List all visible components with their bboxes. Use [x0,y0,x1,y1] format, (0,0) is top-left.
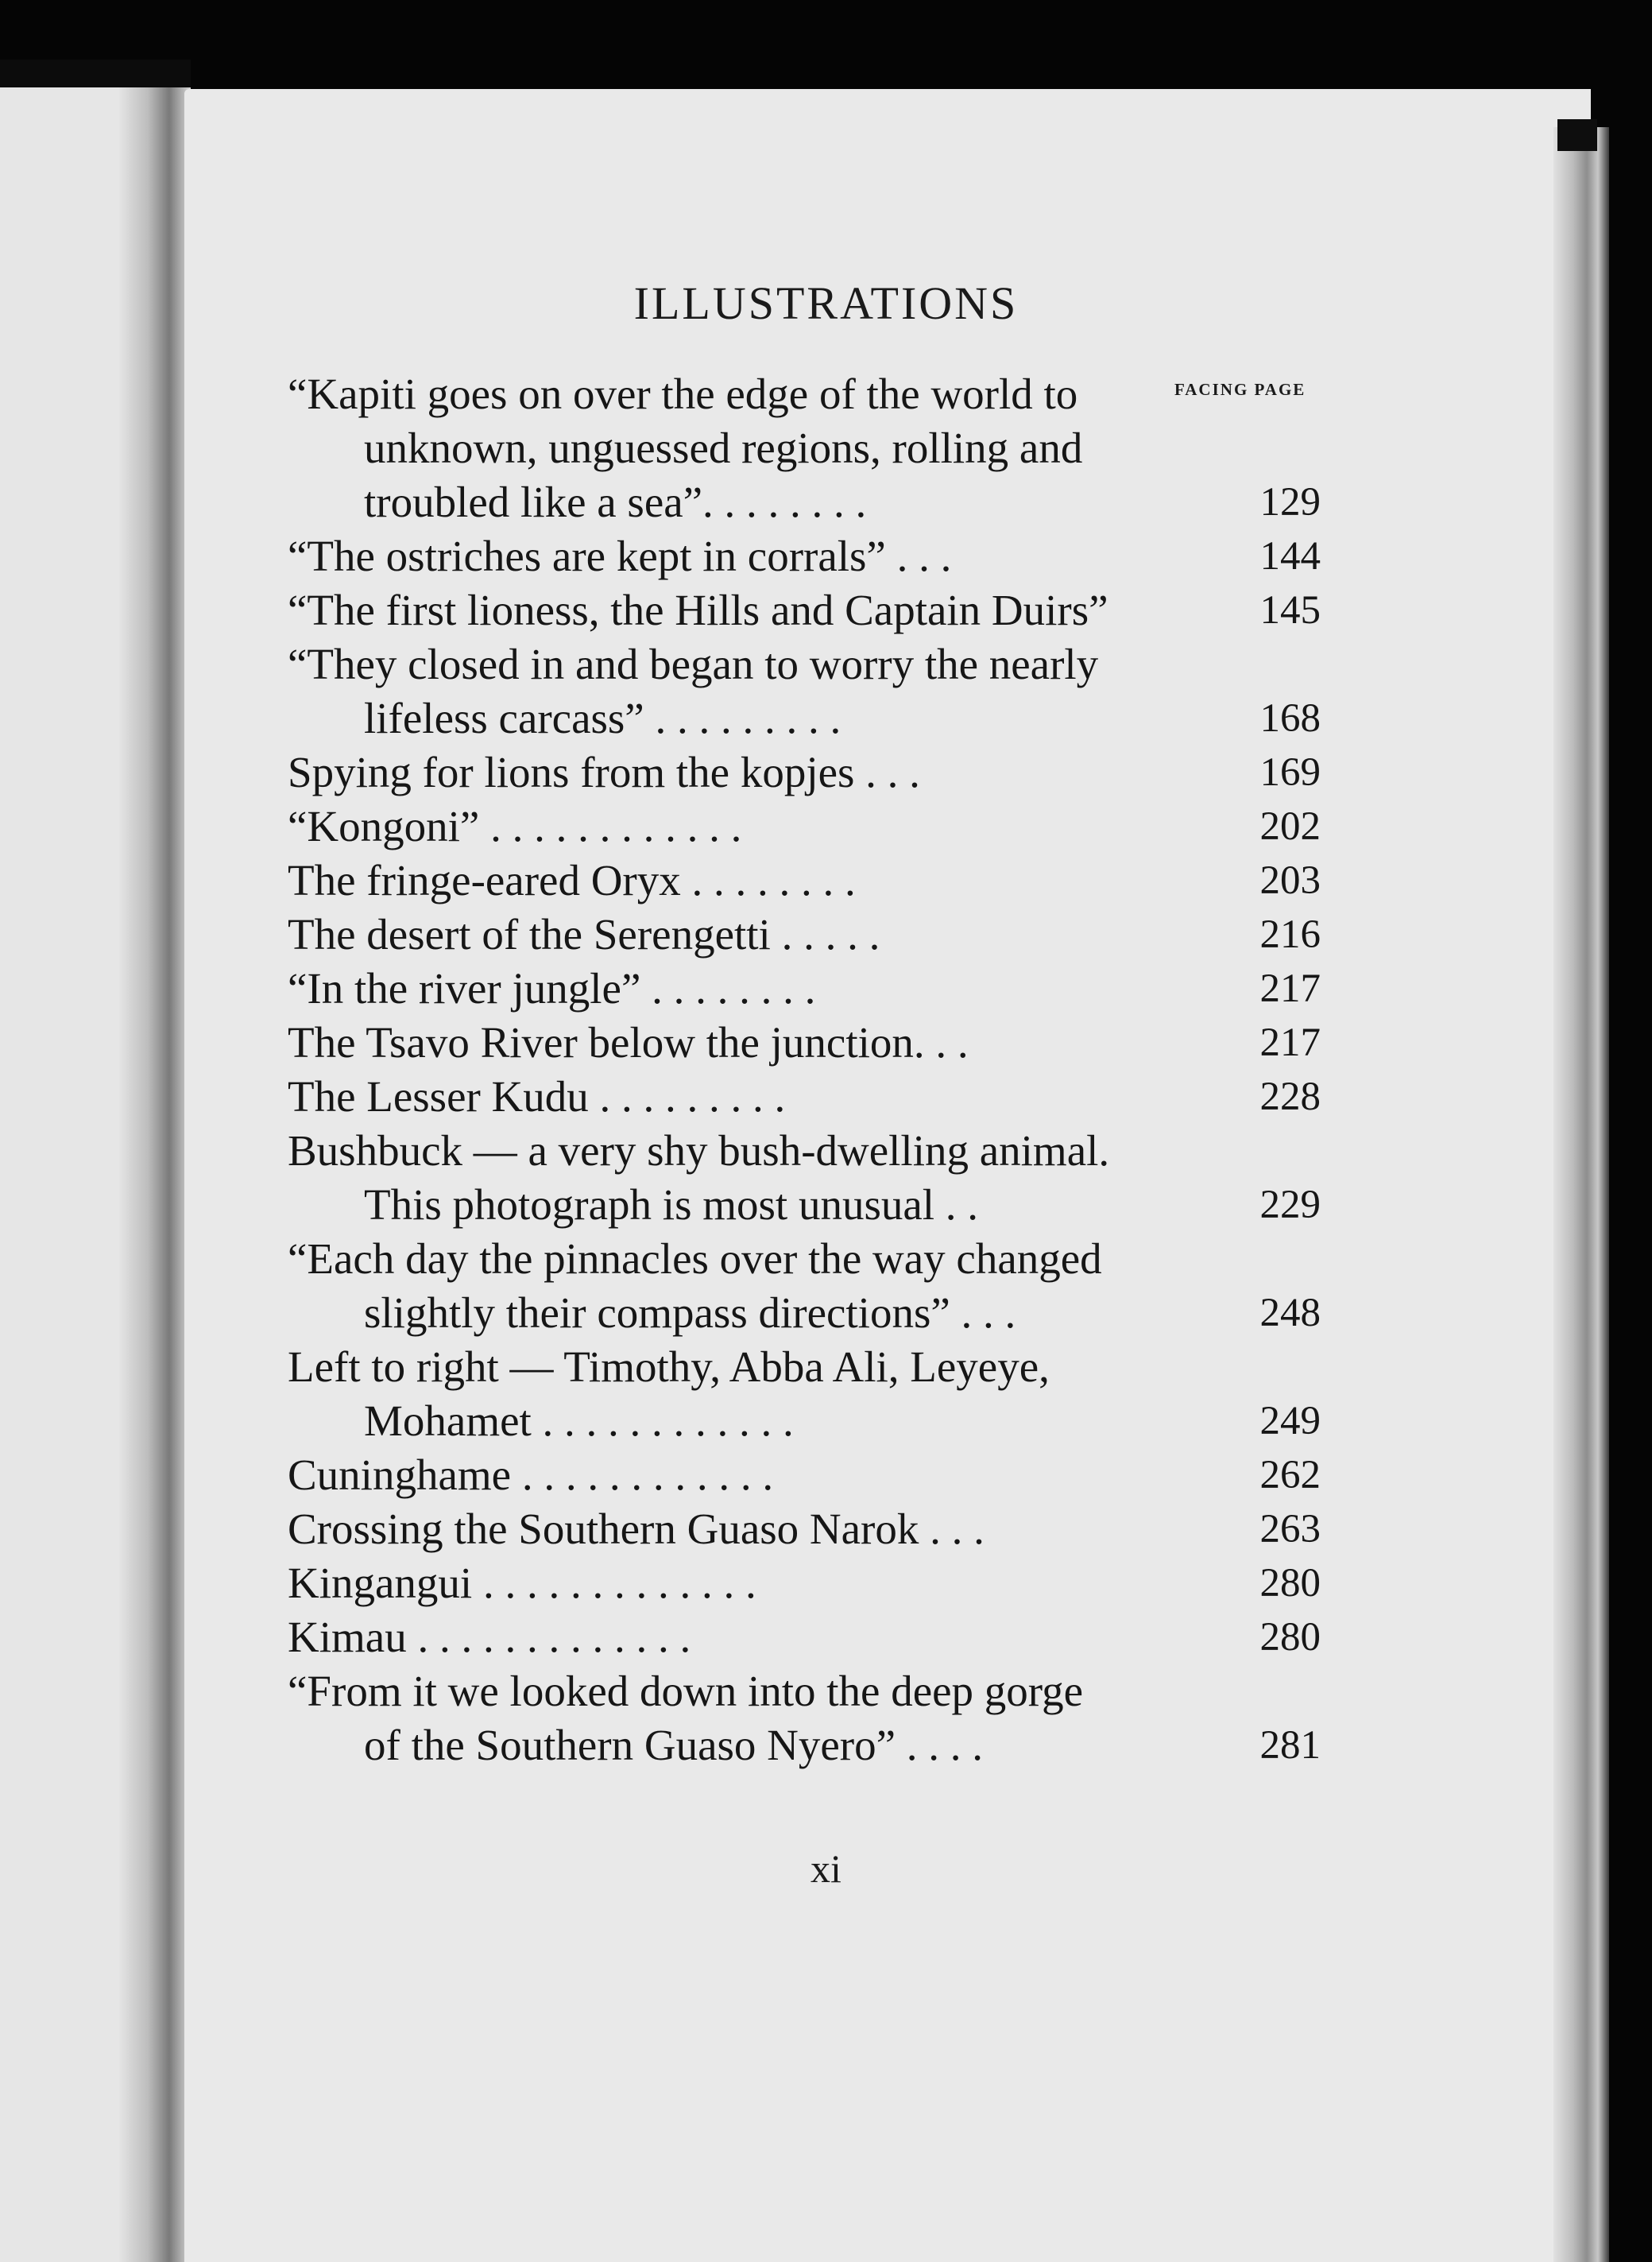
list-item [288,1556,1321,1610]
entry-page-number: 129 [1259,480,1321,525]
entry-caption-line: Mohamet . . . . . . . . . . . . [364,1396,794,1445]
list-item [288,1448,1321,1502]
entry-caption-line: slightly their compass directions” . . . [364,1288,1016,1337]
entry-caption-line: “In the river jungle” . . . . . . . . [288,964,816,1013]
list-item [288,1016,1321,1070]
entry-page-number: 249 [1259,1399,1321,1443]
entry-caption-line: Spying for lions from the kopjes . . . [288,748,920,796]
entry-page-number: 169 [1259,750,1321,795]
illustrations-list [288,367,1321,1772]
list-item [288,1502,1321,1556]
entry-caption-line: troubled like a sea”. . . . . . . . [364,478,867,526]
book-gutter [119,87,191,2262]
entry-caption-line: Cuninghame . . . . . . . . . . . . [288,1451,774,1499]
list-item [288,1664,1321,1772]
page-corner-shadow [1557,119,1597,151]
entry-caption-line: “Kapiti goes on over the edge of the world to [288,370,1078,418]
entry-page-number: 263 [1259,1507,1321,1551]
entry-caption-line: lifeless carcass” . . . . . . . . . [364,694,841,742]
entry-caption-line: “The first lioness, the Hills and Captain Duirs” [288,586,1108,634]
entry-caption-line: Kingangui . . . . . . . . . . . . . [288,1559,756,1607]
book-shadow-top [0,60,191,91]
entry-caption-line: Bushbuck — a very shy bush-dwelling animal. [288,1126,1110,1175]
entry-page-number: 202 [1259,804,1321,849]
entry-page-number: 217 [1259,1021,1321,1065]
page-edge [1553,127,1609,2262]
entry-caption-line: “The ostriches are kept in corrals” . . . [288,532,952,580]
list-item [288,1070,1321,1124]
entry-page-number: 228 [1259,1075,1321,1119]
entry-caption-line: Kimau . . . . . . . . . . . . . [288,1613,691,1661]
list-item [288,746,1321,800]
entry-page-number: 216 [1259,912,1321,957]
list-item [288,637,1321,746]
entry-page-number: 281 [1259,1723,1321,1768]
list-item [288,854,1321,908]
entry-caption-line: This photograph is most unusual . . [364,1180,979,1229]
page-title: ILLUSTRATIONS [633,277,1019,329]
list-item [288,583,1321,637]
entry-caption-line: The Lesser Kudu . . . . . . . . . [288,1072,786,1121]
entry-caption-line: “Kongoni” . . . . . . . . . . . . [288,802,742,850]
entry-page-number: 203 [1259,858,1321,903]
list-item [288,1232,1321,1340]
list-item [288,908,1321,962]
entry-page-number: 168 [1259,696,1321,741]
entry-page-number: 229 [1259,1183,1321,1227]
entry-page-number: 217 [1259,966,1321,1011]
list-item [288,367,1321,529]
entry-page-number: 262 [1259,1453,1321,1497]
entry-page-number: 280 [1259,1561,1321,1605]
entry-page-number: 280 [1259,1615,1321,1660]
entry-caption-line: “From it we looked down into the deep gorge [288,1667,1084,1715]
page-folio: xi [811,1846,841,1891]
column-label: FACING PAGE [1174,380,1306,399]
entry-caption-line: “Each day the pinnacles over the way changed [288,1234,1102,1283]
entry-caption-line: unknown, unguessed regions, rolling and [364,424,1083,472]
entry-page-number: 144 [1259,534,1321,579]
list-item [288,1610,1321,1664]
list-item [288,1124,1321,1232]
list-item [288,1340,1321,1448]
entry-page-number: 248 [1259,1291,1321,1335]
entry-caption-line: The Tsavo River below the junction. . . [288,1018,969,1067]
entry-caption-line: “They closed in and began to worry the nearly [288,640,1099,688]
list-item [288,529,1321,583]
entry-caption-line: Left to right — Timothy, Abba Ali, Leyeye, [288,1342,1050,1391]
list-item [288,962,1321,1016]
entry-page-number: 145 [1259,588,1321,633]
entry-caption-line: of the Southern Guaso Nyero” . . . . [364,1721,983,1769]
list-item [288,800,1321,854]
entry-caption-line: Crossing the Southern Guaso Narok . . . [288,1505,985,1553]
entry-caption-line: The desert of the Serengetti . . . . . [288,910,880,959]
entry-caption-line: The fringe-eared Oryx . . . . . . . . [288,856,856,904]
